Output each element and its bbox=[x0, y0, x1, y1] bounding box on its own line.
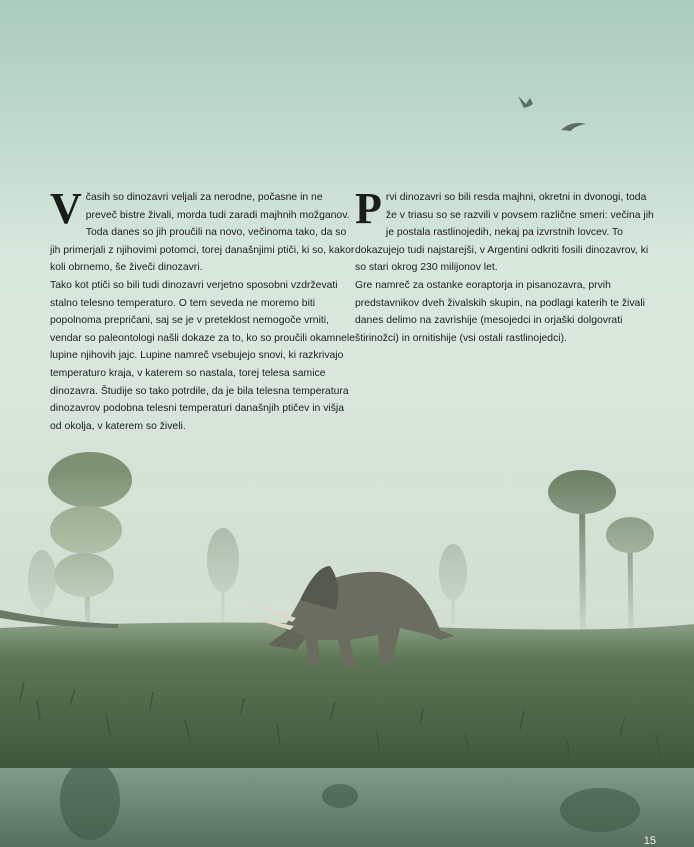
drop-cap-right: P bbox=[355, 184, 382, 233]
page-number: 15 bbox=[643, 835, 656, 847]
pterosaur-right bbox=[561, 123, 586, 131]
drop-cap-left: V bbox=[50, 184, 82, 233]
right-text-column bbox=[355, 184, 655, 347]
left-paragraph-2: Tako kot ptiči so bili tudi dinozavri verjetno sposobni vzdrževati stalno telesno temperaturo. O tem seveda ne moremo biti popolnoma prepričani, saj se je v preteklost nemogoče vrniti, vendar so paleontologi našli dokaze za to, ko so proučili okamnele lupine njihovih jajc. Lupine namreč vsebujejo snovi, ki razkrivajo temperaturo kraja, v katerem so nastala, torej telesa samice dinozavra. Študije so tako potrdile, da je bila telesna temperatura dinozavrov podobna telesni temperaturi današnjih ptičev in višja od okolja, v katerem so živeli. bbox=[50, 279, 355, 432]
right-paragraph-2: Gre namreč za ostanke eoraptorja in pisanozavra, prvih predstavnikov dveh živalskih skupin, na podlagi katerih te živali danes delimo na zavrishije (mesojedci in orjaški dolgovrati štirinožci) in ornitishije (vsi ostali rastlinojedci). bbox=[355, 279, 645, 344]
pterosaur-left bbox=[518, 96, 533, 108]
left-text-column bbox=[50, 184, 355, 435]
right-paragraph-1: rvi dinozavri so bili resda majhni, okretni in dvonogi, toda že v triasu so se razvili v povsem različne smeri: večina jih je postala rastlinojedih, nekaj pa izvrstnih lovcev. To dokazujejo tudi najstarejši, v Argentini odkriti fosili dinozavrov, ki so stari okrog 230 milijonov let. bbox=[355, 192, 654, 274]
left-paragraph-1: časih so dinozavri veljali za nerodne, počasne in ne preveč bistre živali, morda tudi zaradi majhnih možganov. Toda danes so jih proučili na novo, večinoma tako, da so jih primerjali z njihovimi potomci, torej današnjimi ptiči, ki so, kakor koli obrnemo, še živeči dinozavri. bbox=[50, 192, 355, 274]
